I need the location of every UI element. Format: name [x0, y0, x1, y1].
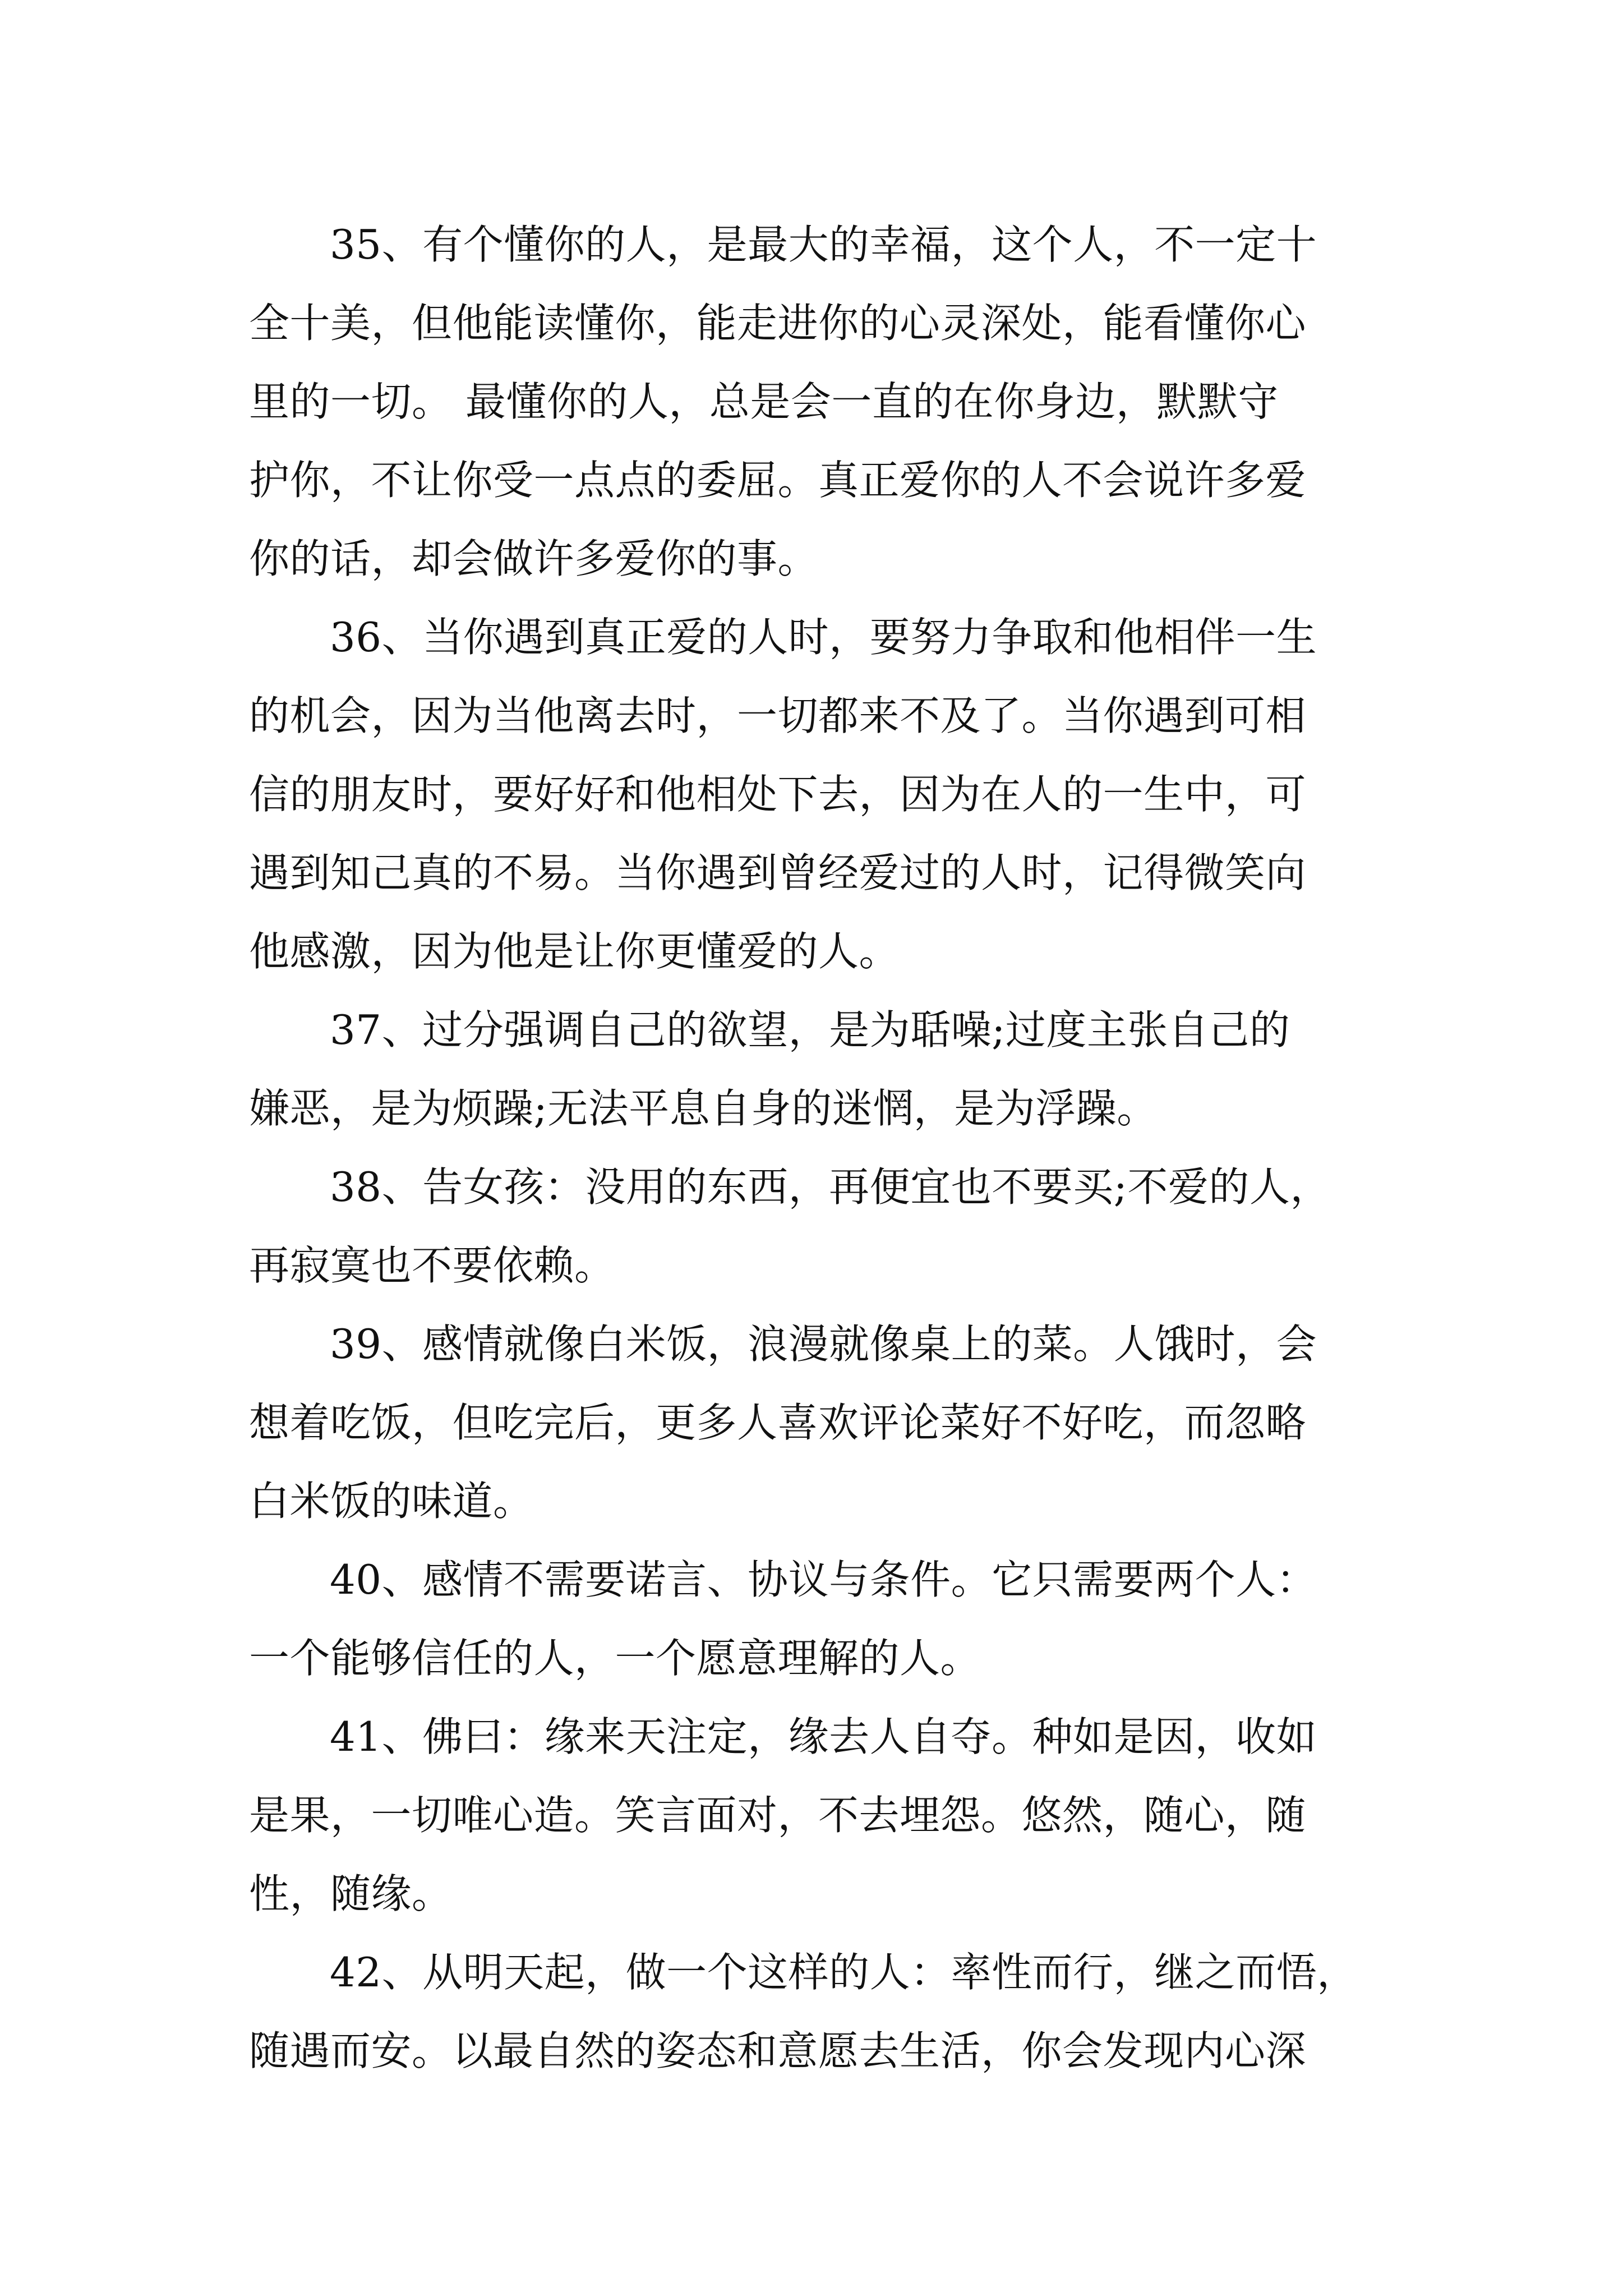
paragraph-36-line-5: 他感激，因为他是让你更懂爱的人。: [249, 928, 900, 975]
paragraph-36-line-1: 36、当你遇到真正爱的人时，要努力争取和他相伴一生: [330, 614, 1317, 661]
paragraph-41-line-2: 是果，一切唯心造。笑言面对，不去埋怨。悠然，随心，随: [249, 1792, 1307, 1839]
paragraph-38-line-1: 38、告女孩：没用的东西，再便宜也不要买;不爱的人，: [330, 1163, 1331, 1211]
paragraph-35-line-5: 你的话，却会做许多爱你的事。: [249, 535, 819, 582]
paragraph-39-line-1: 39、感情就像白米饭，浪漫就像桌上的菜。人饿时，会: [330, 1320, 1317, 1368]
paragraph-40-line-1: 40、感情不需要诺言、协议与条件。它只需要两个人：: [330, 1556, 1317, 1603]
paragraph-36-line-4: 遇到知己真的不易。当你遇到曾经爱过的人时，记得微笑向: [249, 849, 1307, 896]
paragraph-40-line-2: 一个能够信任的人，一个愿意理解的人。: [249, 1635, 981, 1682]
paragraph-39-line-3: 白米饭的味道。: [249, 1478, 534, 1525]
paragraph-35-line-3: 里的一切。 最懂你的人，总是会一直的在你身边，默默守: [249, 378, 1279, 425]
paragraph-41-line-1: 41、佛曰：缘来天注定，缘去人自夺。种如是因，收如: [330, 1713, 1317, 1760]
paragraph-37-line-2: 嫌恶，是为烦躁;无法平息自身的迷惘，是为浮躁。: [249, 1085, 1158, 1132]
paragraph-39-line-2: 想着吃饭，但吃完后，更多人喜欢评论菜好不好吃，而忽略: [249, 1399, 1307, 1446]
paragraph-42-line-1: 42、从明天起，做一个这样的人：率性而行，继之而悟，: [330, 1949, 1358, 1996]
paragraph-38-line-2: 再寂寞也不要依赖。: [249, 1242, 615, 1289]
paragraph-36-line-3: 信的朋友时，要好好和他相处下去，因为在人的一生中，可: [249, 771, 1307, 818]
paragraph-41-line-3: 性，随缘。: [249, 1870, 453, 1917]
paragraph-36-line-2: 的机会，因为当他离去时，一切都来不及了。当你遇到可相: [249, 692, 1307, 739]
paragraph-35-line-2: 全十美，但他能读懂你，能走进你的心灵深处，能看懂你心: [249, 300, 1307, 347]
paragraph-37-line-1: 37、过分强调自己的欲望，是为聒噪;过度主张自己的: [330, 1006, 1290, 1053]
paragraph-42-line-2: 随遇而安。以最自然的姿态和意愿去生活，你会发现内心深: [249, 2027, 1307, 2074]
paragraph-35-line-1: 35、有个懂你的人，是最大的幸福，这个人，不一定十: [330, 221, 1317, 268]
paragraph-35-line-4: 护你，不让你受一点点的委屈。真正爱你的人不会说许多爱: [249, 457, 1307, 504]
